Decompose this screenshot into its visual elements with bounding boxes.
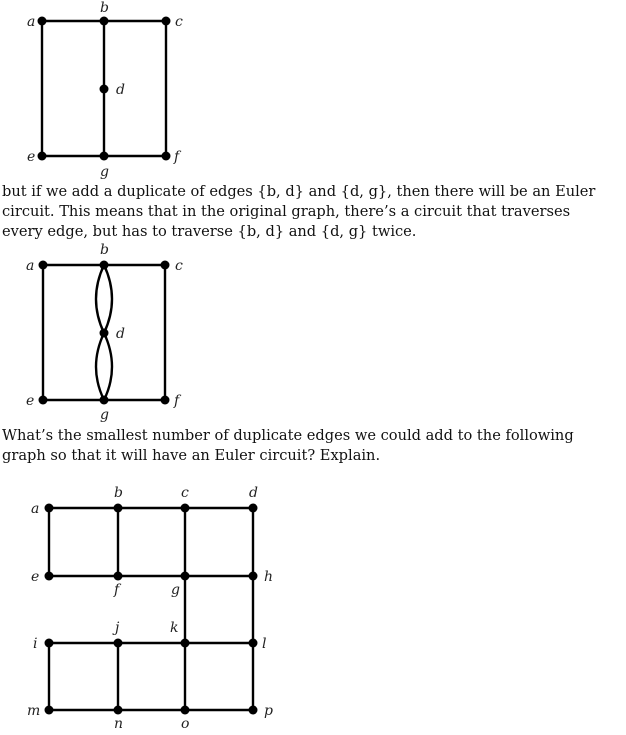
- node-g: [100, 396, 109, 405]
- edge-d-g-left: [96, 333, 104, 400]
- label-f: f: [174, 393, 180, 409]
- label-p: p: [264, 703, 273, 719]
- label-e: e: [26, 393, 35, 409]
- node-c: [162, 17, 171, 26]
- node-b: [114, 504, 123, 513]
- graph-3: [0, 480, 626, 730]
- label-m: m: [27, 703, 41, 719]
- edge-b-d-right: [104, 265, 112, 333]
- label-d: d: [249, 485, 258, 501]
- paragraph-1-line-2: circuit. This means that in the original graph, there’s a circuit that traverses: [2, 203, 571, 220]
- label-b: b: [114, 485, 123, 501]
- node-k: [181, 639, 190, 648]
- label-a: a: [27, 14, 36, 30]
- node-p: [249, 706, 258, 715]
- paragraph-1-line-1: but if we add a duplicate of edges {b, d} and {d, g}, then there will be an Euler: [2, 183, 596, 200]
- node-a: [45, 504, 54, 513]
- label-d: d: [116, 326, 125, 342]
- node-a: [38, 17, 47, 26]
- label-o: o: [181, 716, 190, 732]
- graph-1: [0, 0, 626, 185]
- node-d: [100, 329, 109, 338]
- node-f: [162, 152, 171, 161]
- label-b: b: [100, 0, 109, 16]
- node-o: [181, 706, 190, 715]
- node-g: [181, 572, 190, 581]
- paragraph-2-line-1: What’s the smallest number of duplicate edges we could add to the following: [2, 427, 574, 444]
- label-i: i: [33, 636, 38, 652]
- label-b: b: [100, 242, 109, 258]
- node-b: [100, 261, 109, 270]
- node-f: [161, 396, 170, 405]
- paragraph-2-line-2: graph so that it will have an Euler circuit? Explain.: [2, 447, 381, 464]
- node-a: [39, 261, 48, 270]
- node-i: [45, 639, 54, 648]
- paragraph-1-line-3: every edge, but has to traverse {b, d} and {d, g} twice.: [2, 223, 417, 240]
- node-c: [181, 504, 190, 513]
- label-a: a: [26, 258, 35, 274]
- node-f: [114, 572, 123, 581]
- label-l: l: [262, 636, 267, 652]
- node-e: [39, 396, 48, 405]
- label-d: d: [116, 82, 125, 98]
- node-d: [100, 85, 109, 94]
- label-e: e: [31, 569, 40, 585]
- label-f: f: [174, 149, 180, 165]
- node-l: [249, 639, 258, 648]
- node-e: [45, 572, 54, 581]
- graph-3-edges: [49, 508, 253, 710]
- paragraph-1: [2, 182, 622, 242]
- node-h: [249, 572, 258, 581]
- label-j: j: [115, 620, 120, 636]
- edge-d-g-right: [104, 333, 112, 400]
- label-h: h: [264, 569, 274, 585]
- edge-b-d-left: [96, 265, 104, 333]
- label-c: c: [175, 14, 183, 30]
- label-n: n: [114, 716, 124, 732]
- label-f: f: [114, 582, 120, 598]
- node-n: [114, 706, 123, 715]
- label-g: g: [171, 582, 180, 598]
- graph-2-nodes: [39, 261, 170, 405]
- graph-2: [0, 240, 626, 423]
- node-c: [161, 261, 170, 270]
- node-e: [38, 152, 47, 161]
- label-c: c: [181, 485, 189, 501]
- node-g: [100, 152, 109, 161]
- node-j: [114, 639, 123, 648]
- node-m: [45, 706, 54, 715]
- label-c: c: [175, 258, 183, 274]
- node-d: [249, 504, 258, 513]
- label-g: g: [100, 407, 109, 423]
- label-g: g: [100, 164, 109, 180]
- node-b: [100, 17, 109, 26]
- label-k: k: [170, 620, 179, 636]
- label-a: a: [31, 501, 40, 517]
- label-e: e: [27, 149, 36, 165]
- graph-3-nodes: [45, 504, 258, 715]
- paragraph-2: [2, 426, 622, 466]
